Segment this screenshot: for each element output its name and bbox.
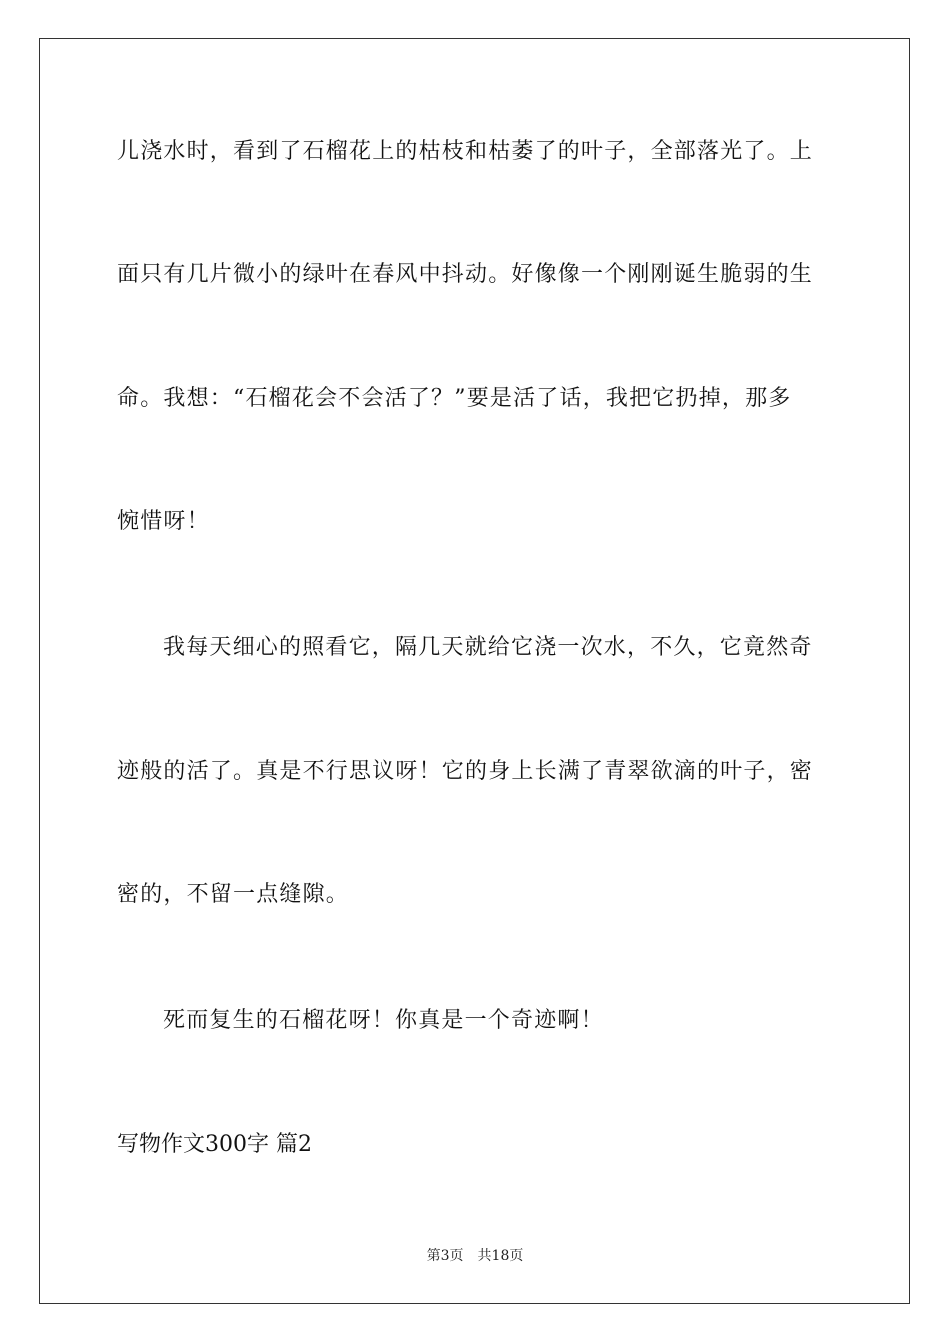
paragraph-1-line-3: 命。我想：“石榴花会不会活了？”要是活了话，我把它扔掉，那多 [117, 386, 792, 411]
paragraph-1-line-4: 惋惜呀！ [117, 509, 210, 534]
paragraph-2-line-1: 我每天细心的照看它，隔几天就给它浇一次水，不久，它竟然奇 [163, 635, 813, 660]
page-number: 第3页 [426, 1248, 464, 1264]
page-total: 共18页 [477, 1248, 524, 1264]
paragraph-1-line-1: 儿浇水时，看到了石榴花上的枯枝和枯萎了的叶子，全部落光了。上 [117, 139, 814, 164]
page-footer [0, 1246, 950, 1266]
paragraph-1-line-2: 面只有几片微小的绿叶在春风中抖动。好像像一个刚刚诞生脆弱的生 [117, 262, 814, 287]
paragraph-3-line-1: 死而复生的石榴花呀！你真是一个奇迹啊！ [163, 1008, 604, 1033]
section-heading: 写物作文300字 篇2 [117, 1132, 312, 1157]
paragraph-2-line-3: 密的，不留一点缝隙。 [117, 882, 350, 907]
page-border [39, 38, 910, 1304]
paragraph-2-line-2: 迹般的活了。真是不行思议呀！它的身上长满了青翠欲滴的叶子，密 [117, 759, 814, 784]
